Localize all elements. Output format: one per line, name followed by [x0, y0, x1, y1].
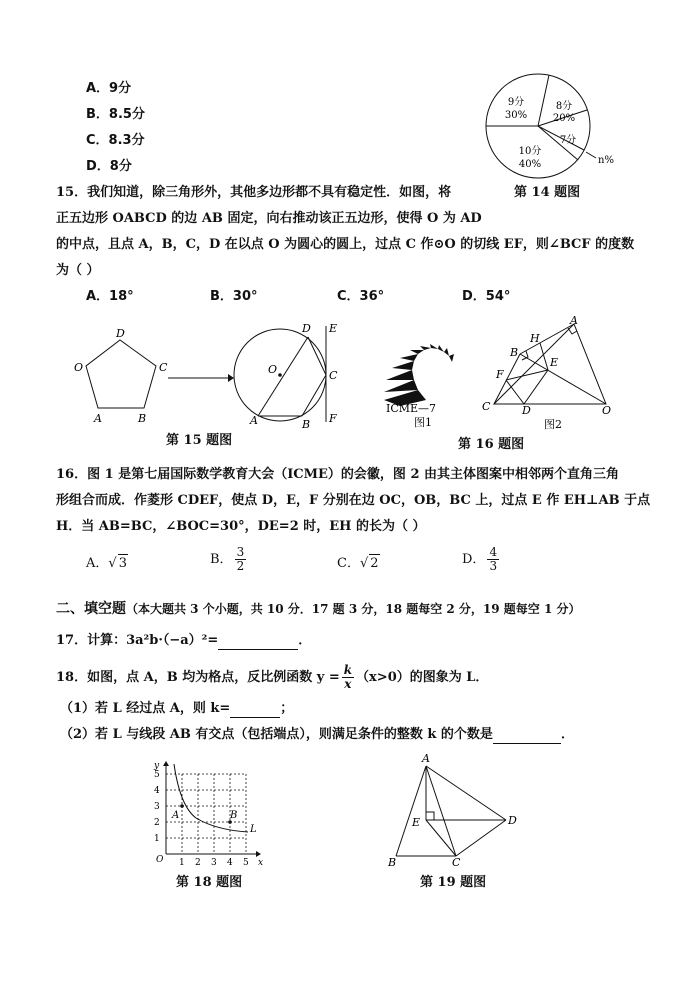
y-tick: 2 [154, 818, 160, 828]
x-tick: 3 [211, 858, 217, 868]
q18-sub2: （2）若 L 与线段 AB 有交点（包括端点），则满足条件的整数 k 的个数是 ． [60, 727, 574, 742]
q15-arrow [168, 372, 234, 384]
label-a: A [250, 414, 258, 427]
segment-ac [426, 766, 456, 856]
y-tick: 1 [154, 834, 160, 844]
pie-divider [538, 75, 549, 126]
label-a: A [570, 314, 578, 327]
label-b: B [388, 856, 397, 869]
segment-ab [396, 766, 426, 856]
x-tick: 1 [179, 858, 185, 868]
q18-line1: 18．如图，点 A，B 均为格点，反比例函数 y = $\frac{k}{x}$ （x>0）的图象为 L． [56, 663, 489, 691]
x-axis-label: x [258, 858, 264, 868]
q14-pie-figure [484, 72, 624, 184]
label-o: O [74, 361, 84, 374]
segment-ad [426, 766, 506, 820]
q16-figure2 [478, 314, 614, 430]
q14-caption: 第 14 题图 [514, 185, 581, 200]
q16-line2: 形组合而成．作菱形 CDEF，使点 D，E，F 分别在边 OC，OB，BC 上，过点 E 作 EH⊥AB 于点 [56, 493, 651, 508]
label-c: C [452, 856, 461, 869]
label-h: H [530, 332, 540, 345]
q14-option-d: D．8分 [86, 159, 132, 174]
right-angle-e [426, 812, 434, 820]
q15-line1: 15．我们知道，除三角形外，其他多边形都不具有稳定性．如图，将 [56, 185, 452, 200]
segment-cd [456, 820, 506, 856]
q14-option-a: A．9分 [86, 81, 132, 96]
label-c: C [329, 369, 338, 382]
q16-option-a: A．√ 3 [86, 556, 127, 571]
q18-graph [146, 760, 268, 870]
x-tick: 4 [227, 858, 233, 868]
y-axis-label: y [154, 761, 160, 771]
label-b: B [138, 412, 147, 425]
q16-line1: 16．图 1 是第七届国际数学教育大会（ICME）的会徽，图 2 由其主体图案中相邻两个直角三角 [56, 467, 620, 482]
label-e: E [412, 816, 421, 829]
pentagon-shape [86, 340, 156, 408]
x-tick: 2 [195, 858, 201, 868]
q15-line4: 为（ ） [56, 263, 100, 278]
y-tick: 5 [154, 770, 160, 780]
pie-leader-line [586, 152, 596, 158]
label-c: C [159, 361, 168, 374]
q15-option-c: C．36° [337, 289, 385, 304]
q15-circle-figure [232, 318, 350, 430]
label-d: D [116, 327, 125, 340]
label-l: L [250, 824, 257, 835]
q18-caption: 第 18 题图 [176, 875, 243, 890]
label-a: A [94, 412, 102, 425]
label-c: C [482, 400, 491, 413]
q16-caption: 第 16 题图 [458, 437, 525, 452]
q19-figure [384, 752, 524, 870]
label-e: E [329, 322, 338, 335]
segment-bo [520, 354, 606, 404]
q15-option-d: D．54° [462, 289, 511, 304]
label-d: D [508, 814, 517, 827]
label-b: B [230, 810, 238, 821]
fig2-label: 图2 [544, 418, 562, 430]
label-e: E [550, 356, 559, 369]
q18-sub1-blank[interactable] [230, 703, 280, 718]
section2-heading: 二、填空题（本大题共 3 个小题，共 10 分．17 题 3 分，18 题每空 2 分，19 题每空 1 分） [56, 601, 581, 617]
pie-label-7: 7分 [559, 135, 577, 146]
label-a: A [422, 752, 430, 765]
q15-option-a: A．18° [86, 289, 134, 304]
q16-icme-emblem [378, 334, 470, 430]
label-f: F [496, 368, 504, 381]
label-o: O [602, 404, 612, 417]
pie-label-9: 9分 [507, 97, 525, 108]
pie-pct-8: 20% [552, 113, 576, 124]
fig1-label: 图1 [414, 416, 432, 429]
y-tick: 3 [154, 802, 160, 812]
segment-ba [520, 324, 574, 354]
q15-pentagon-figure [70, 326, 180, 426]
point-a [180, 804, 184, 808]
center-dot [278, 373, 282, 377]
q18-sub2-blank[interactable] [493, 729, 561, 744]
icme-text: ICME—7 [386, 402, 437, 415]
q14-option-b: B．8.5分 [86, 107, 145, 122]
label-f: F [329, 412, 337, 425]
label-d: D [302, 322, 311, 335]
pie-label-8: 8分 [555, 101, 573, 112]
q15-option-b: B．30° [210, 289, 258, 304]
segment-bc [302, 375, 326, 416]
q16-line3: H．当 AB=BC，∠BOC=30°，DE=2 时，EH 的长为（ ） [56, 519, 426, 534]
q17-line: 17．计算：3a²b·（−a）²= ． [56, 633, 312, 648]
q15-line3: 的中点，且点 A，B，C，D 在以点 O 为圆心的圆上，过点 C 作⊙O 的切线 EF，则∠BCF 的度数 [56, 237, 635, 252]
q17-answer-blank[interactable] [218, 635, 298, 650]
q19-caption: 第 19 题图 [420, 875, 487, 890]
pie-pct-9: 30% [504, 110, 528, 121]
q16-option-b: B． $\frac{3}{2}$ [210, 545, 245, 573]
label-b: B [510, 346, 519, 359]
label-d: D [522, 404, 531, 417]
label-a: A [172, 810, 180, 821]
segment-cd [308, 337, 326, 375]
pie-pct-10: 40% [518, 159, 542, 170]
q16-option-c: C．√ 2 [337, 556, 379, 571]
q18-sub1: （1）若 L 经过点 A，则 k= ； [60, 701, 294, 716]
y-tick: 4 [154, 786, 160, 796]
q16-option-d: D． $\frac{4}{3}$ [462, 545, 498, 573]
x-tick: 5 [243, 858, 249, 868]
q14-option-c: C．8.3分 [86, 133, 145, 148]
label-b: B [302, 418, 311, 430]
q15-line2: 正五边形 OABCD 的边 AB 固定，向右推动该正五边形，使得 O 为 AD [56, 211, 482, 226]
segment-da [258, 337, 308, 416]
label-o: O [268, 363, 278, 376]
segment-ec [426, 820, 456, 856]
pie-label-10: 10分 [518, 146, 542, 157]
origin-label: O [156, 855, 164, 865]
pie-n-label: n% [598, 155, 614, 166]
q15-caption: 第 15 题图 [166, 433, 233, 448]
